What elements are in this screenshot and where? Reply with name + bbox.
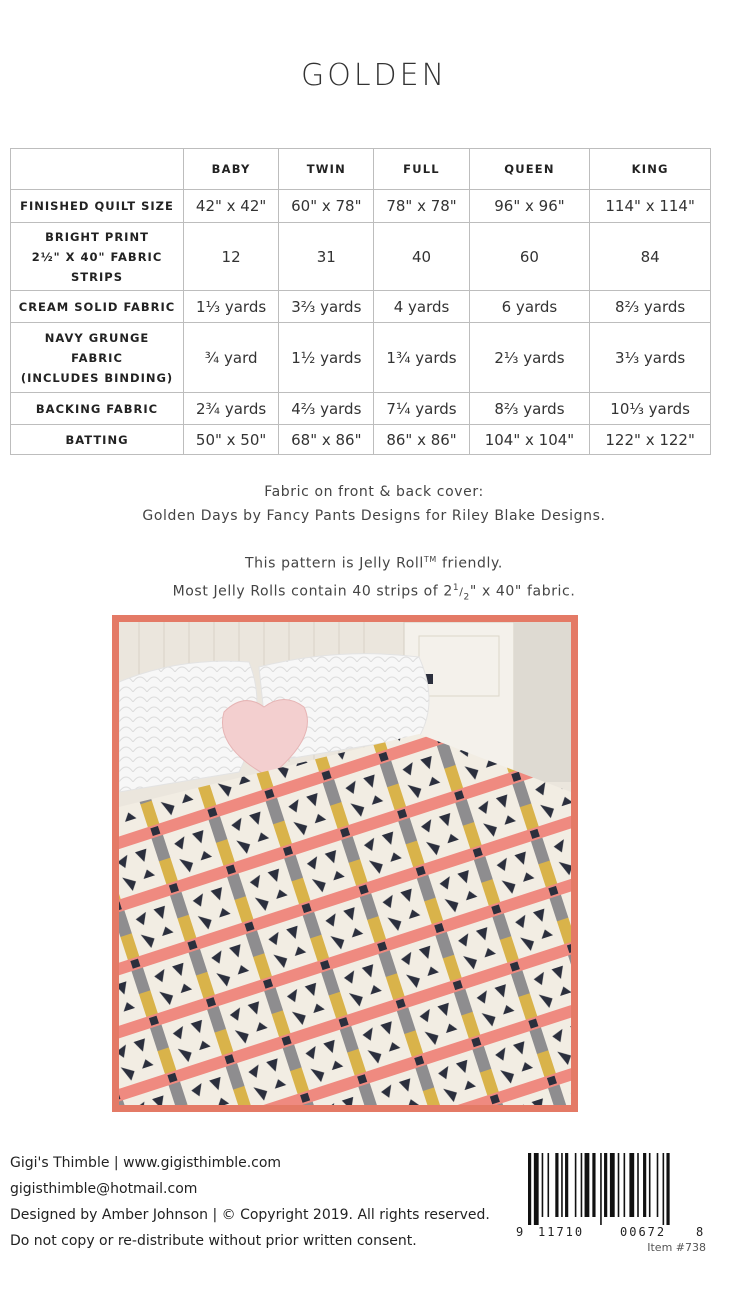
table-cell: 60 <box>469 223 590 291</box>
row-label-line: 2½" X 40" FABRIC <box>31 249 163 264</box>
table-cell: 7¼ yards <box>374 393 469 425</box>
jelly-note-text: Most Jelly Rolls contain 40 strips of 2 <box>172 583 453 600</box>
table-row <box>11 323 711 393</box>
table-cell: 4⅔ yards <box>279 393 374 425</box>
jelly-note-line-1 <box>0 548 748 576</box>
barcode-bar <box>600 1153 602 1225</box>
fabric-note-line: Fabric on front & back cover: <box>264 484 484 500</box>
table-cell: 3⅔ yards <box>279 291 374 323</box>
column-header: QUEEN <box>469 149 590 190</box>
table-cell: 40 <box>374 223 469 291</box>
fraction-numerator: 1 <box>452 582 460 593</box>
row-label-line: (INCLUDES BINDING) <box>20 370 174 385</box>
barcode-bar <box>548 1153 550 1217</box>
row-label <box>11 223 184 291</box>
table-row <box>11 190 711 223</box>
barcode-bar <box>565 1153 568 1217</box>
table-cell: 1½ yards <box>279 323 374 393</box>
row-label-line: FINISHED QUILT SIZE <box>20 199 174 213</box>
barcode <box>516 1153 708 1254</box>
table-cell: 78" x 78" <box>374 190 469 223</box>
barcode-bar <box>610 1153 615 1217</box>
page-title: GOLDEN <box>300 58 448 93</box>
footer-designer: Designed by Amber Johnson | © Copyright 2019. All rights reserved. <box>10 1207 490 1223</box>
footer-contact: Gigi's Thimble | www.gigisthimble.com <box>10 1155 282 1171</box>
barcode-bar <box>637 1153 639 1217</box>
table-cell: ¾ yard <box>184 323 279 393</box>
barcode-bar <box>534 1153 539 1225</box>
fabric-requirements-table <box>10 148 711 455</box>
table-cell: 31 <box>279 223 374 291</box>
barcode-bar <box>604 1153 607 1217</box>
quilt-bed-illustration <box>119 622 571 1105</box>
barcode-bar <box>561 1153 563 1217</box>
jelly-note-line-2: Most Jelly Rolls contain 40 strips of $2^1/_2$" x 40" fabric. <box>172 582 576 603</box>
item-number: Item #738 <box>647 1241 706 1254</box>
footer-email: gigisthimble@hotmail.com <box>10 1181 198 1197</box>
barcode-digit-lead: 9 <box>516 1225 524 1239</box>
row-label-line: NAVY GRUNGE <box>44 330 150 345</box>
trademark-mark: TM <box>423 555 437 564</box>
barcode-bar <box>555 1153 558 1217</box>
barcode-bar <box>657 1153 659 1217</box>
quilt-photo <box>119 622 571 1105</box>
table-cell: 86" x 86" <box>374 425 469 455</box>
table-cell: 50" x 50" <box>184 425 279 455</box>
column-header: BABY <box>184 149 279 190</box>
barcode-bar <box>528 1153 531 1225</box>
column-header: TWIN <box>279 149 374 190</box>
barcode-bar <box>629 1153 634 1217</box>
barcode-bar <box>542 1153 544 1217</box>
row-label-line: FABRIC <box>71 350 123 365</box>
footer-copyright-notice: Do not copy or re-distribute without prior written consent. <box>10 1233 417 1249</box>
row-label <box>11 291 184 323</box>
barcode-digit-check: 8 <box>696 1225 704 1239</box>
fraction-denominator: 2 <box>463 592 470 603</box>
table-cell: 12 <box>184 223 279 291</box>
fabric-note <box>0 480 748 528</box>
table-cell: 1⅓ yards <box>184 291 279 323</box>
barcode-bar <box>624 1153 626 1217</box>
jelly-roll-note <box>0 548 748 609</box>
table-cell: 42" x 42" <box>184 190 279 223</box>
barcode-digits-right: 00672 <box>620 1225 667 1239</box>
column-header: KING <box>590 149 711 190</box>
barcode-bar <box>592 1153 595 1217</box>
row-label <box>11 323 184 393</box>
table-row <box>11 291 711 323</box>
jelly-note-text: This pattern is Jelly Roll <box>245 555 424 572</box>
quilt-photo-frame <box>112 615 578 1112</box>
table-cell: 84 <box>590 223 711 291</box>
row-label-line: BRIGHT PRINT <box>45 229 149 244</box>
table-cell: 60" x 78" <box>279 190 374 223</box>
table-cell: 96" x 96" <box>469 190 590 223</box>
row-label-line: BACKING FABRIC <box>35 401 159 416</box>
table-cell: 2⅓ yards <box>469 323 590 393</box>
barcode-bar <box>575 1153 577 1217</box>
row-label <box>11 393 184 425</box>
column-header: FULL <box>374 149 469 190</box>
barcode-bars <box>528 1153 708 1225</box>
table-cell: 8⅔ yards <box>590 291 711 323</box>
barcode-bar <box>618 1153 620 1217</box>
jelly-note-text: " x 40" fabric. <box>469 583 576 600</box>
fabric-note-line: Golden Days by Fancy Pants Designs for Riley Blake Designs. <box>142 508 606 524</box>
table-cell: 122" x 122" <box>590 425 711 455</box>
barcode-bar <box>581 1153 583 1217</box>
barcode-bar <box>649 1153 651 1217</box>
row-label <box>11 425 184 455</box>
barcode-digits-left: 11710 <box>538 1225 585 1239</box>
table-corner-cell <box>11 149 184 190</box>
table-cell: 6 yards <box>469 291 590 323</box>
jelly-note-text: friendly. <box>436 555 503 572</box>
barcode-bar <box>643 1153 646 1217</box>
table-row <box>11 393 711 425</box>
table-cell: 1¾ yards <box>374 323 469 393</box>
barcode-bar <box>666 1153 669 1225</box>
table-cell: 2¾ yards <box>184 393 279 425</box>
row-label <box>11 190 184 223</box>
table-cell: 104" x 104" <box>469 425 590 455</box>
table-row <box>11 223 711 291</box>
row-label-line: STRIPS <box>71 269 123 284</box>
table-cell: 3⅓ yards <box>590 323 711 393</box>
table-cell: 4 yards <box>374 291 469 323</box>
table-cell: 114" x 114" <box>590 190 711 223</box>
table-cell: 68" x 86" <box>279 425 374 455</box>
table-row <box>11 425 711 455</box>
row-label-line: CREAM SOLID FABRIC <box>18 299 176 314</box>
barcode-bar <box>585 1153 590 1217</box>
barcode-bar <box>663 1153 665 1225</box>
row-label-line: BATTING <box>65 432 129 447</box>
table-cell: 10⅓ yards <box>590 393 711 425</box>
table-cell: 8⅔ yards <box>469 393 590 425</box>
table-header-row <box>11 149 711 190</box>
